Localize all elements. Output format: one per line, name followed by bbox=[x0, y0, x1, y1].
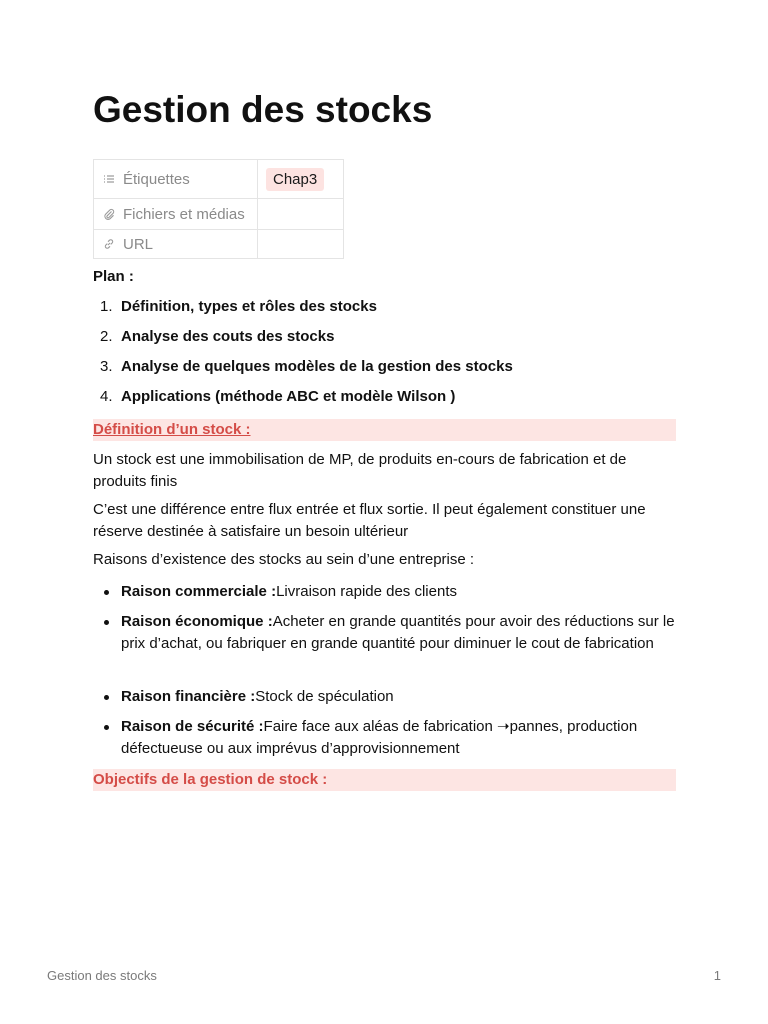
plan-list bbox=[93, 297, 676, 417]
definition-heading-text: Définition d’un stock : bbox=[93, 421, 251, 438]
definition-paragraph-1: Un stock est une immobilisation de MP, de produits en-cours de fabrication et de produits finis bbox=[93, 451, 627, 490]
tag-chip[interactable]: Chap3 bbox=[266, 168, 324, 191]
reason-label: Raison économique : bbox=[121, 613, 273, 630]
footer-doc-title: Gestion des stocks bbox=[47, 968, 157, 983]
property-label-files: Fichiers et médias bbox=[123, 205, 245, 223]
plan-item-text: Applications (méthode ABC et modèle Wilson ) bbox=[121, 388, 456, 405]
reason-label: Raison commerciale : bbox=[121, 583, 277, 600]
definition-paragraph-2: C’est une différence entre flux entrée et flux sortie. Il peut également constituer une réserve destinée à satisfaire un besoin ultérieur bbox=[93, 501, 646, 540]
plan-item-number: 1. bbox=[100, 298, 113, 315]
plan-item-text: Analyse de quelques modèles de la gestion des stocks bbox=[121, 358, 513, 375]
plan-item-text: Analyse des couts des stocks bbox=[121, 328, 335, 345]
plan-item bbox=[93, 327, 676, 357]
bullet-icon bbox=[104, 620, 109, 625]
property-row-tags[interactable] bbox=[94, 160, 344, 199]
reason-text: Acheter en grande quantités pour avoir des réductions sur le prix d’achat, ou fabriquer en grande quantité pour diminuer le cout de fabrication bbox=[121, 613, 675, 652]
reason-item bbox=[93, 581, 676, 611]
bullet-icon bbox=[104, 725, 109, 730]
plan-heading: Plan : bbox=[93, 268, 134, 285]
plan-item-number: 3. bbox=[100, 358, 113, 375]
reasons-intro: Raisons d’existence des stocks au sein d’une entreprise : bbox=[93, 551, 475, 568]
plan-item-text: Définition, types et rôles des stocks bbox=[121, 298, 377, 315]
property-row-files[interactable] bbox=[94, 199, 344, 230]
reason-text: Faire face aux aléas de fabrication ➝pannes, production défectueuse ou aux imprévus d’approvisionnement bbox=[121, 718, 638, 757]
plan-item-number: 4. bbox=[100, 388, 113, 405]
plan-item-number: 2. bbox=[100, 328, 113, 345]
reason-item bbox=[93, 686, 676, 716]
property-value-files[interactable] bbox=[258, 199, 344, 230]
reason-text: Livraison rapide des clients bbox=[276, 583, 457, 600]
link-icon bbox=[103, 238, 115, 250]
property-label-tags: Étiquettes bbox=[123, 170, 190, 188]
definition-heading bbox=[93, 419, 676, 441]
plan-item bbox=[93, 297, 676, 327]
page-title: Gestion des stocks bbox=[93, 89, 433, 130]
property-row-url[interactable] bbox=[94, 230, 344, 259]
property-label-url: URL bbox=[123, 235, 154, 253]
plan-item bbox=[93, 357, 676, 387]
reason-label: Raison financière : bbox=[121, 688, 256, 705]
paperclip-icon bbox=[103, 208, 115, 220]
objectives-heading: Objectifs de la gestion de stock : bbox=[93, 769, 676, 791]
footer-page-number: 1 bbox=[713, 968, 721, 983]
reasons-list bbox=[93, 581, 676, 768]
reason-item bbox=[93, 716, 676, 768]
reason-label: Raison de sécurité : bbox=[121, 718, 264, 735]
plan-item bbox=[93, 387, 676, 417]
properties-table bbox=[93, 159, 344, 259]
bullet-icon bbox=[104, 695, 109, 700]
reason-item bbox=[93, 611, 676, 686]
list-icon bbox=[103, 173, 115, 185]
reason-text: Stock de spéculation bbox=[255, 688, 394, 705]
property-value-url[interactable] bbox=[258, 230, 344, 259]
bullet-icon bbox=[104, 590, 109, 595]
